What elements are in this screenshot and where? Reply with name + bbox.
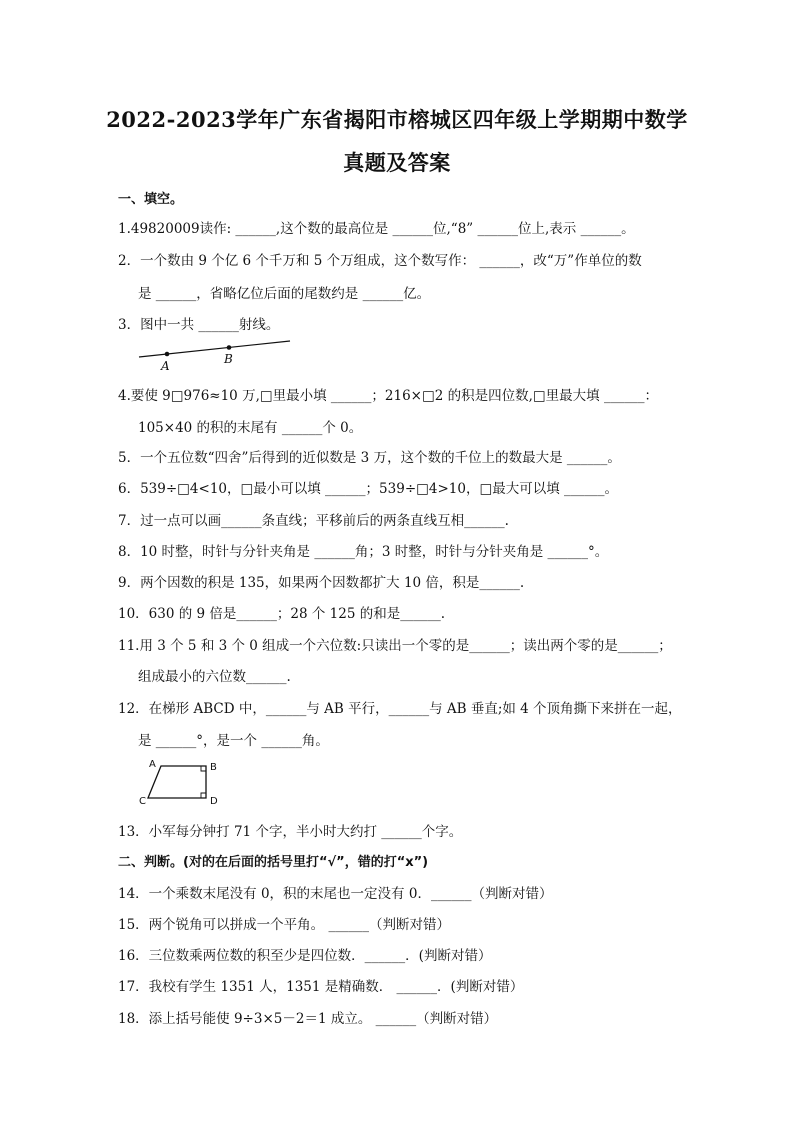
right-angle-mark-b: [201, 766, 206, 771]
right-angle-mark-d: [201, 793, 206, 798]
question-8: 8．10 时整，时针与分针夹角是 ______角；3 时整，时针与分针夹角是 ______°。: [118, 544, 609, 560]
question-2-line-2: 是 ______，省略亿位后面的尾数约是 ______亿。: [138, 286, 431, 302]
question-1: 1.49820009读作: ______,这个数的最高位是 ______位,“8” ______位上,表示 ______。: [118, 221, 635, 237]
question-12-line-1: 12．在梯形 ABCD 中，______与 AB 平行，______与 AB 垂直;如 4 个顶角撕下来拼在一起，: [118, 701, 682, 717]
section-heading-judgement: 二、判断。(对的在后面的括号里打“√”，错的打“x”): [118, 855, 429, 870]
question-16: 16．三位数乘两位数的积至少是四位数．______．(判断对错）: [118, 948, 492, 964]
point-b: [227, 345, 232, 350]
trapezoid-diagram: [138, 756, 222, 810]
vertex-d-label: D: [210, 796, 218, 807]
document-title-line-2: 真题及答案: [343, 150, 451, 175]
point-a-label: A: [161, 359, 170, 373]
ray-line: [139, 341, 290, 357]
question-6: 6．539÷□4<10，□最小可以填 ______；539÷□4>10，□最大可以填 ______。: [118, 481, 619, 497]
trapezoid-shape: [148, 766, 206, 798]
question-7: 7．过一点可以画______条直线；平移前后的两条直线互相______.: [118, 513, 509, 529]
section-heading-fill-in: 一、填空。: [118, 192, 184, 207]
question-2-line-1: 2．一个数由 9 个亿 6 个千万和 5 个万组成，这个数写作： ______，改“万”作单位的数: [118, 253, 642, 269]
question-10: 10．630 的 9 倍是______；28 个 125 的和是______.: [118, 606, 446, 622]
vertex-c-label: C: [139, 796, 146, 807]
vertex-b-label: B: [210, 762, 217, 773]
question-17: 17．我校有学生 1351 人，1351 是精确数． ______．(判断对错）: [118, 979, 524, 995]
question-11-line-1: 11.用 3 个 5 和 3 个 0 组成一个六位数:只读出一个零的是______；读出两个零的是______；: [118, 638, 672, 654]
question-13: 13．小军每分钟打 71 个字，半小时大约打 ______个字。: [118, 824, 463, 840]
question-4-line-2: 105×40 的积的末尾有 ______个 0。: [138, 420, 363, 436]
question-4-line-1: 4.要使 9□976≈10 万,□里最小填 ______；216×□2 的积是四位数,□里最大填 ______：: [118, 388, 658, 404]
ray-diagram: [130, 336, 300, 374]
document-title-line-1: 2022-2023学年广东省揭阳市榕城区四年级上学期期中数学: [106, 107, 688, 132]
question-15: 15．两个锐角可以拼成一个平角。 ______（判断对错）: [118, 917, 450, 933]
question-3: 3．图中一共 ______射线。: [118, 317, 280, 333]
question-5: 5．一个五位数“四舍”后得到的近似数是 3 万，这个数的千位上的数最大是 ______。: [118, 450, 621, 466]
question-14: 14．一个乘数末尾没有 0，积的末尾也一定没有 0．______（判断对错）: [118, 886, 553, 902]
question-12-line-2: 是 ______°，是一个 ______角。: [138, 733, 329, 749]
question-9: 9．两个因数的积是 135，如果两个因数都扩大 10 倍，积是______.: [118, 575, 525, 591]
vertex-a-label: A: [149, 759, 156, 770]
point-a: [165, 352, 170, 357]
question-11-line-2: 组成最小的六位数______.: [138, 669, 291, 685]
point-b-label: B: [224, 352, 233, 366]
question-18: 18．添上括号能使 9÷3×5－2＝1 成立。 ______（判断对错）: [118, 1011, 498, 1027]
